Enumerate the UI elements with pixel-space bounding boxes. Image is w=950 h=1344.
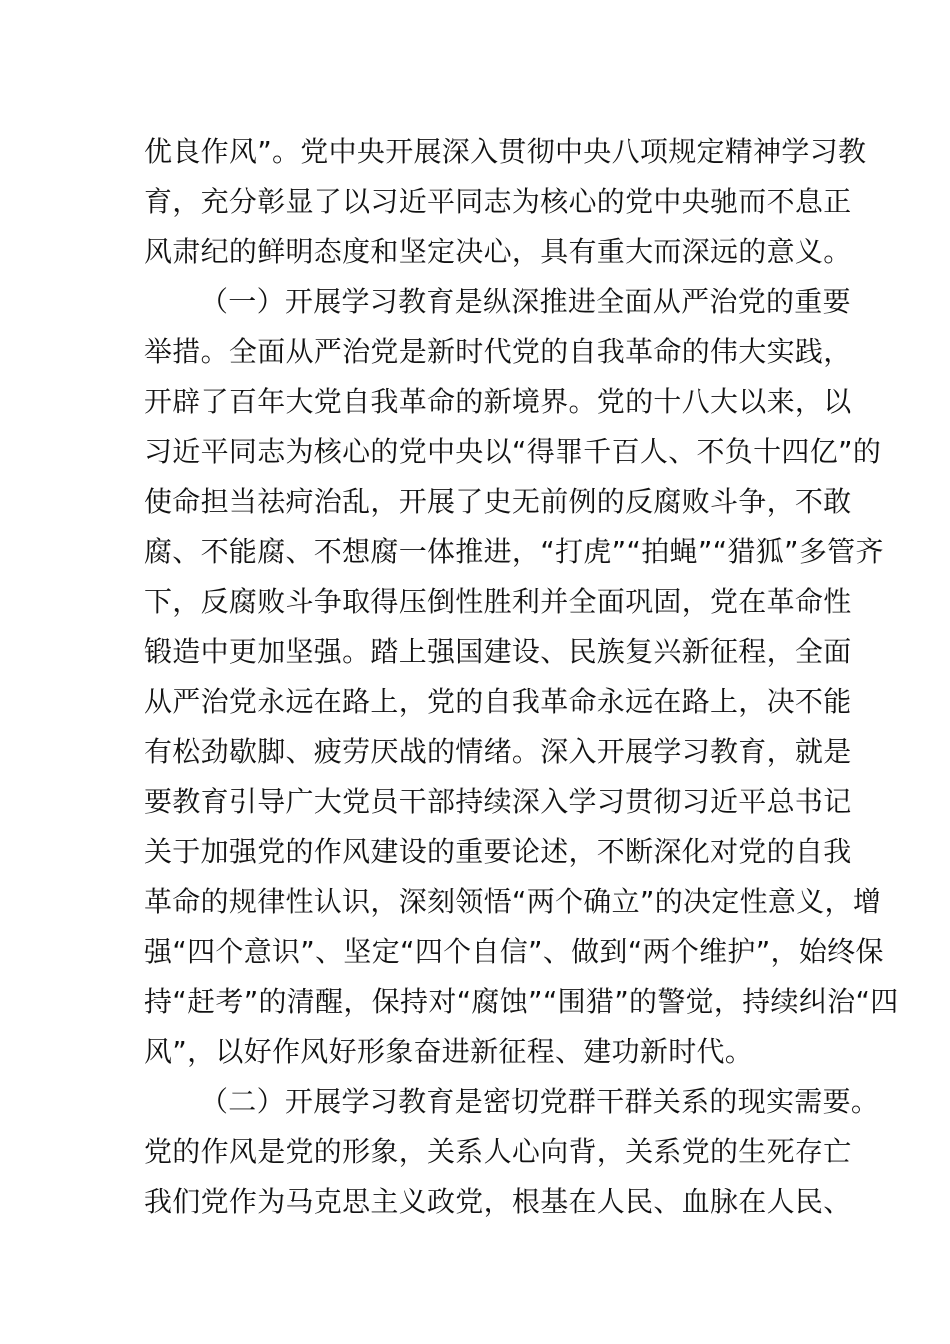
text-line: 要教育引导广大党员干部持续深入学习贯彻习近平总书记 xyxy=(144,785,852,818)
text-line: 从严治党永远在路上，党的自我革命永远在路上，决不能 xyxy=(144,685,852,718)
text-line: 育，充分彰显了以习近平同志为核心的党中央驰而不息正 xyxy=(144,185,852,218)
text-line: 我们党作为马克思主义政党，根基在人民、血脉在人民、 xyxy=(144,1185,852,1218)
text-line: 锻造中更加坚强。踏上强国建设、民族复兴新征程，全面 xyxy=(144,635,852,668)
text-line: 风”，以好作风好形象奋进新征程、建功新时代。 xyxy=(144,1035,754,1068)
text-line: 革命的规律性认识，深刻领悟“两个确立”的决定性意义，增 xyxy=(144,885,882,918)
section-heading-1: （一）开展学习教育是纵深推进全面从严治党的重要 xyxy=(200,285,851,318)
section-heading-2: （二）开展学习教育是密切党群干群关系的现实需要。 xyxy=(200,1085,880,1118)
text-line: 党的作风是党的形象，关系人心向背，关系党的生死存亡 xyxy=(144,1135,852,1168)
text-line: 举措。全面从严治党是新时代党的自我革命的伟大实践， xyxy=(144,335,852,368)
text-line: 使命担当祛疴治乱，开展了史无前例的反腐败斗争，不敢 xyxy=(144,485,852,518)
text-line: 下，反腐败斗争取得压倒性胜利并全面巩固，党在革命性 xyxy=(144,585,852,618)
text-line: 腐、不能腐、不想腐一体推进，“打虎”“拍蝇”“猎狐”多管齐 xyxy=(144,535,884,568)
text-line: 有松劲歇脚、疲劳厌战的情绪。深入开展学习教育，就是 xyxy=(144,735,852,768)
text-line: 持“赶考”的清醒，保持对“腐蚀”“围猎”的警觉，持续纠治“四 xyxy=(144,985,899,1018)
text-line: 强“四个意识”、坚定“四个自信”、做到“两个维护”，始终保 xyxy=(144,935,884,968)
text-line: 习近平同志为核心的党中央以“得罪千百人、不负十四亿”的 xyxy=(144,435,882,468)
text-line: 关于加强党的作风建设的重要论述，不断深化对党的自我 xyxy=(144,835,852,868)
text-line: 优良作风”。党中央开展深入贯彻中央八项规定精神学习教 xyxy=(144,135,867,168)
text-line: 开辟了百年大党自我革命的新境界。党的十八大以来，以 xyxy=(144,385,852,418)
text-line: 风肃纪的鲜明态度和坚定决心，具有重大而深远的意义。 xyxy=(144,235,852,268)
